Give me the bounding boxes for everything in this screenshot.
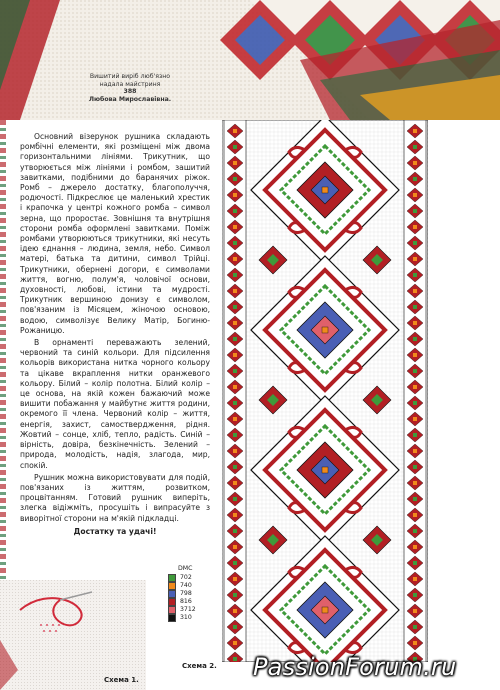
legend-row [168,606,218,614]
legend-swatch [168,574,176,582]
legend-row [168,598,218,606]
scheme-1-photo [0,580,146,690]
legend-row [168,590,218,598]
caption-line-2: надала майстриня [99,80,161,88]
photo-caption [70,73,190,103]
legend-header: DMC [178,565,193,572]
legend-swatch [168,582,176,590]
article-paragraph-2: В орнаменті переважають зелений, червоний та синій кольори. Для підсилення кольорів використана нитка чорного кольору та цікаве вкраплення нитки оранжевого кольору. Білий – колір полотна. Білий колір – це основа, на якій кожен бажаючий може вишити побажання у майбутнє життя родини, окремого її члена. Червоний колір – життя, енергія, захист, самоствердження, рідня. Жовтий – сонце, хліб, тепло, радість. Синій – вірність, довіра, безкінечність. Зелений – природа, молодість, надія, злагода, мир, спокій. [20,338,210,470]
article-paragraph-3: Рушник можна використовувати для подій, пов'язаних із життям, розвитком, процвітанням. Готовий рушник виперіть, злегка відіжміть, просушіть і випрасуйте з виворітної сторони на м'якій підкладці. [20,472,210,523]
scheme-2-label: Схема 2. [182,662,217,670]
legend-row [168,574,218,582]
article-body [20,132,210,539]
watermark-text: PassionForum.ru [253,653,457,681]
legend-code: 816 [180,597,192,605]
cross-stitch-chart [222,120,428,662]
legend-code: 798 [180,589,192,597]
legend-row [168,614,218,622]
caption-number: 388 [123,88,137,95]
caption-line-1: Вишитий виріб люб'язно [89,73,171,80]
legend-swatch [168,614,176,622]
caption-author: Любова Мирославівна. [88,95,172,103]
legend-swatch [168,606,176,614]
legend-code: 310 [180,613,192,621]
legend-code: 740 [180,581,192,589]
legend-swatch [168,590,176,598]
legend-row [168,582,218,590]
legend-code: 702 [180,573,192,581]
scheme-1-label: Схема 1. [104,676,139,684]
article-closing: Достатку та удачі! [73,526,157,536]
dmc-legend [168,565,218,622]
legend-swatch [168,598,176,606]
article-paragraph-1: Основний візерунок рушника складають ромбічні елементи, які розміщені між двома горизонтальними лініями. Трикутник, що утворюється між лініями і ромбом, зашитий завитками, подібними до баранячих ріжок. Ромб – джерело достатку, благополуччя, родючості. Підкреслює це маленький хрестик і крапочка у центрі кожного ромба – символ зерна, що проростає. Зовнішня та внутрішня сторони ромба оформлені завитками. Поміж ромбами утворюються трикутники, які несуть ідею єднання – людина, земля, небо. Символ матері, батька та дитини, символ Трійці. Трикутники, обернені догори, є символами життя, вогню, полум'я, чоловічої основи, духовності, любові, істини та мудрості. Трикутник вершиною донизу є символом, пов'язаним із Місяцем, жіночою основою, водою, символізує Велику Матір, Богиню-Рожаницю. [20,132,210,335]
legend-code: 3712 [180,605,196,613]
